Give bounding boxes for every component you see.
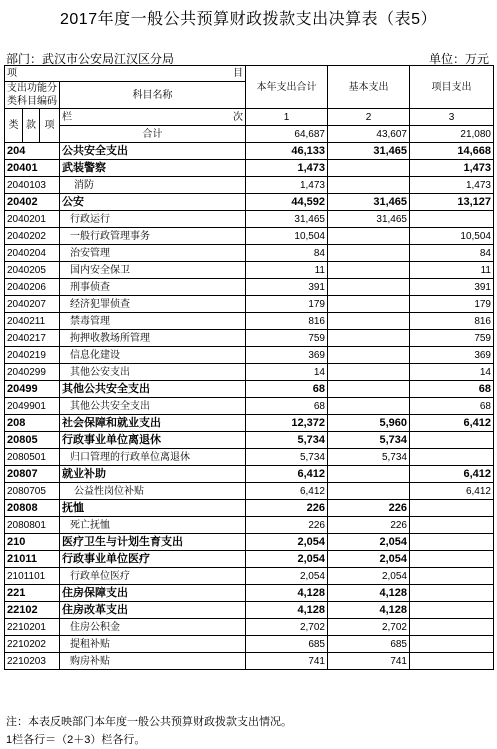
row-total: 2,054 <box>246 534 328 551</box>
row-basic <box>328 466 410 483</box>
row-name: 治安管理 <box>60 245 246 262</box>
row-name: 抚恤 <box>60 500 246 517</box>
row-total: 31,465 <box>246 211 328 228</box>
row-code: 2040299 <box>5 364 60 381</box>
table-row <box>5 330 494 347</box>
header-xiang2: 项 <box>40 109 60 143</box>
row-project <box>410 211 494 228</box>
row-total: 5,734 <box>246 449 328 466</box>
header-n2: 2 <box>328 109 410 126</box>
row-name: 国内安全保卫 <box>60 262 246 279</box>
table-row <box>5 211 494 228</box>
row-name: 行政事业单位离退休 <box>60 432 246 449</box>
table-row <box>5 194 494 211</box>
header-subject-name: 科目名称 <box>60 82 246 109</box>
row-code: 210 <box>5 534 60 551</box>
row-basic <box>328 177 410 194</box>
table-row <box>5 602 494 619</box>
row-project: 68 <box>410 398 494 415</box>
row-project: 13,127 <box>410 194 494 211</box>
table-row <box>5 585 494 602</box>
row-code: 221 <box>5 585 60 602</box>
row-total: 1,473 <box>246 160 328 177</box>
row-name: 武装警察 <box>60 160 246 177</box>
row-project <box>410 602 494 619</box>
row-project: 1,473 <box>410 160 494 177</box>
row-project: 68 <box>410 381 494 398</box>
row-basic <box>328 160 410 177</box>
row-basic <box>328 381 410 398</box>
table-row <box>5 636 494 653</box>
row-name: 其他公安支出 <box>60 364 246 381</box>
row-basic: 2,054 <box>328 551 410 568</box>
row-total: 179 <box>246 296 328 313</box>
row-code: 2049901 <box>5 398 60 415</box>
row-project: 816 <box>410 313 494 330</box>
row-total: 84 <box>246 245 328 262</box>
row-name: 公共安全支出 <box>60 143 246 160</box>
row-basic <box>328 262 410 279</box>
row-code: 22102 <box>5 602 60 619</box>
row-code: 2210203 <box>5 653 60 670</box>
row-code: 2080801 <box>5 517 60 534</box>
footnote-1: 注：本表反映部门本年度一般公共预算财政拨款支出情况。 <box>6 716 292 728</box>
row-name: 住房公积金 <box>60 619 246 636</box>
row-total: 4,128 <box>246 602 328 619</box>
row-project: 10,504 <box>410 228 494 245</box>
row-project <box>410 517 494 534</box>
row-code: 2040217 <box>5 330 60 347</box>
row-project: 14,668 <box>410 143 494 160</box>
row-project: 11 <box>410 262 494 279</box>
header-lan-ci <box>60 109 246 126</box>
row-name: 拘押收教场所管理 <box>60 330 246 347</box>
table-row <box>5 568 494 585</box>
row-basic <box>328 296 410 313</box>
table-row <box>5 619 494 636</box>
row-basic: 741 <box>328 653 410 670</box>
row-name: 住房保障支出 <box>60 585 246 602</box>
department-label: 部门：武汉市公安局江汉区分局 <box>6 52 175 66</box>
total-label: 合计 <box>60 126 246 143</box>
row-name: 一般行政管理事务 <box>60 228 246 245</box>
row-project <box>410 551 494 568</box>
row-name: 行政单位医疗 <box>60 568 246 585</box>
row-total: 2,702 <box>246 619 328 636</box>
header-col-basic: 基本支出 <box>328 66 410 109</box>
row-basic: 226 <box>328 517 410 534</box>
row-project <box>410 568 494 585</box>
row-total: 369 <box>246 347 328 364</box>
row-name: 社会保障和就业支出 <box>60 415 246 432</box>
table-row <box>5 466 494 483</box>
row-basic: 2,702 <box>328 619 410 636</box>
row-code: 20807 <box>5 466 60 483</box>
row-basic: 31,465 <box>328 194 410 211</box>
table-row <box>5 228 494 245</box>
table-row <box>5 143 494 160</box>
total-project: 21,080 <box>410 126 494 143</box>
row-code: 2040202 <box>5 228 60 245</box>
row-basic <box>328 245 410 262</box>
row-code: 20808 <box>5 500 60 517</box>
row-total: 2,054 <box>246 568 328 585</box>
table-row <box>5 551 494 568</box>
row-total: 6,412 <box>246 483 328 500</box>
row-basic: 4,128 <box>328 585 410 602</box>
row-total: 6,412 <box>246 466 328 483</box>
header-func-code: 支出功能分类科目编码 <box>5 82 60 109</box>
row-total: 2,054 <box>246 551 328 568</box>
header-col-project: 项目支出 <box>410 66 494 109</box>
total-basic: 43,607 <box>328 126 410 143</box>
expenditure-table <box>4 65 494 670</box>
row-basic <box>328 483 410 500</box>
row-code: 2080501 <box>5 449 60 466</box>
row-code: 2040207 <box>5 296 60 313</box>
row-basic: 5,734 <box>328 449 410 466</box>
row-project: 369 <box>410 347 494 364</box>
table-row <box>5 296 494 313</box>
row-total: 46,133 <box>246 143 328 160</box>
row-name: 禁毒管理 <box>60 313 246 330</box>
row-name: 经济犯罪侦查 <box>60 296 246 313</box>
row-code: 21011 <box>5 551 60 568</box>
row-total: 12,372 <box>246 415 328 432</box>
row-total: 44,592 <box>246 194 328 211</box>
row-project: 6,412 <box>410 466 494 483</box>
table-row <box>5 160 494 177</box>
table-row <box>5 432 494 449</box>
row-basic: 226 <box>328 500 410 517</box>
row-project: 179 <box>410 296 494 313</box>
row-name: 其他公共安全支出 <box>60 398 246 415</box>
header-kuan: 款 <box>23 109 40 143</box>
table-row <box>5 245 494 262</box>
row-name: 信息化建设 <box>60 347 246 364</box>
row-total: 226 <box>246 500 328 517</box>
report-title: 2017年度一般公共预算财政拨款支出决算表（表5） <box>60 11 437 28</box>
table-row <box>5 500 494 517</box>
header-xiang: 项 <box>7 68 17 79</box>
row-basic <box>328 364 410 381</box>
table-row <box>5 534 494 551</box>
row-total: 226 <box>246 517 328 534</box>
row-basic: 5,734 <box>328 432 410 449</box>
header-lan: 栏 <box>62 111 72 123</box>
row-code: 2040103 <box>5 177 60 194</box>
row-basic <box>328 313 410 330</box>
row-name: 公安 <box>60 194 246 211</box>
row-code: 2040205 <box>5 262 60 279</box>
row-code: 20402 <box>5 194 60 211</box>
table-row <box>5 262 494 279</box>
row-name: 消防 <box>60 177 246 194</box>
table-row <box>5 381 494 398</box>
row-total: 759 <box>246 330 328 347</box>
row-basic: 5,960 <box>328 415 410 432</box>
row-basic: 2,054 <box>328 568 410 585</box>
row-basic <box>328 398 410 415</box>
row-code: 2040211 <box>5 313 60 330</box>
header-col-total: 本年支出合计 <box>246 66 328 109</box>
table-row <box>5 415 494 432</box>
row-project: 391 <box>410 279 494 296</box>
row-project: 14 <box>410 364 494 381</box>
row-total: 11 <box>246 262 328 279</box>
row-code: 20401 <box>5 160 60 177</box>
row-total: 5,734 <box>246 432 328 449</box>
row-total: 68 <box>246 398 328 415</box>
row-total: 4,128 <box>246 585 328 602</box>
row-basic <box>328 330 410 347</box>
header-n1: 1 <box>246 109 328 126</box>
row-basic <box>328 347 410 364</box>
row-project <box>410 432 494 449</box>
row-project <box>410 636 494 653</box>
row-code: 2040201 <box>5 211 60 228</box>
row-basic <box>328 228 410 245</box>
table-row <box>5 279 494 296</box>
row-code: 2101101 <box>5 568 60 585</box>
table-row <box>5 517 494 534</box>
header-ci: 次 <box>233 111 243 123</box>
header-mu: 目 <box>233 68 243 79</box>
header-n3: 3 <box>410 109 494 126</box>
row-total: 14 <box>246 364 328 381</box>
row-basic: 31,465 <box>328 143 410 160</box>
table-row <box>5 483 494 500</box>
row-name: 行政事业单位医疗 <box>60 551 246 568</box>
row-code: 2040204 <box>5 245 60 262</box>
row-project <box>410 449 494 466</box>
row-total: 68 <box>246 381 328 398</box>
row-basic: 685 <box>328 636 410 653</box>
header-lei: 类 <box>5 109 23 143</box>
row-basic: 31,465 <box>328 211 410 228</box>
table-row <box>5 653 494 670</box>
footnote-2: 1栏各行＝（2＋3）栏各行。 <box>6 734 146 746</box>
row-project <box>410 585 494 602</box>
row-total: 10,504 <box>246 228 328 245</box>
row-code: 2040219 <box>5 347 60 364</box>
row-basic: 2,054 <box>328 534 410 551</box>
row-basic: 4,128 <box>328 602 410 619</box>
row-total: 741 <box>246 653 328 670</box>
total-sum: 64,687 <box>246 126 328 143</box>
table-row <box>5 347 494 364</box>
row-project <box>410 619 494 636</box>
row-project <box>410 534 494 551</box>
row-project: 759 <box>410 330 494 347</box>
row-name: 行政运行 <box>60 211 246 228</box>
row-code: 2210201 <box>5 619 60 636</box>
row-total: 1,473 <box>246 177 328 194</box>
row-code: 2040206 <box>5 279 60 296</box>
row-name: 死亡抚恤 <box>60 517 246 534</box>
row-project: 6,412 <box>410 415 494 432</box>
row-name: 住房改革支出 <box>60 602 246 619</box>
table-row <box>5 364 494 381</box>
table-row <box>5 398 494 415</box>
row-total: 816 <box>246 313 328 330</box>
row-total: 685 <box>246 636 328 653</box>
row-name: 归口管理的行政单位离退休 <box>60 449 246 466</box>
row-code: 20499 <box>5 381 60 398</box>
table-row <box>5 177 494 194</box>
row-code: 208 <box>5 415 60 432</box>
header-xiang-mu <box>5 66 246 82</box>
row-basic <box>328 279 410 296</box>
row-total: 391 <box>246 279 328 296</box>
row-name: 刑事侦查 <box>60 279 246 296</box>
row-name: 提租补贴 <box>60 636 246 653</box>
row-name: 公益性岗位补贴 <box>60 483 246 500</box>
row-name: 购房补贴 <box>60 653 246 670</box>
row-name: 就业补助 <box>60 466 246 483</box>
row-project: 84 <box>410 245 494 262</box>
row-code: 20805 <box>5 432 60 449</box>
table-row <box>5 449 494 466</box>
row-project <box>410 500 494 517</box>
row-project: 6,412 <box>410 483 494 500</box>
row-name: 医疗卫生与计划生育支出 <box>60 534 246 551</box>
row-project <box>410 653 494 670</box>
unit-label: 单位：万元 <box>428 52 489 66</box>
row-code: 204 <box>5 143 60 160</box>
row-code: 2080705 <box>5 483 60 500</box>
row-code: 2210202 <box>5 636 60 653</box>
table-row <box>5 313 494 330</box>
row-name: 其他公共安全支出 <box>60 381 246 398</box>
row-project: 1,473 <box>410 177 494 194</box>
